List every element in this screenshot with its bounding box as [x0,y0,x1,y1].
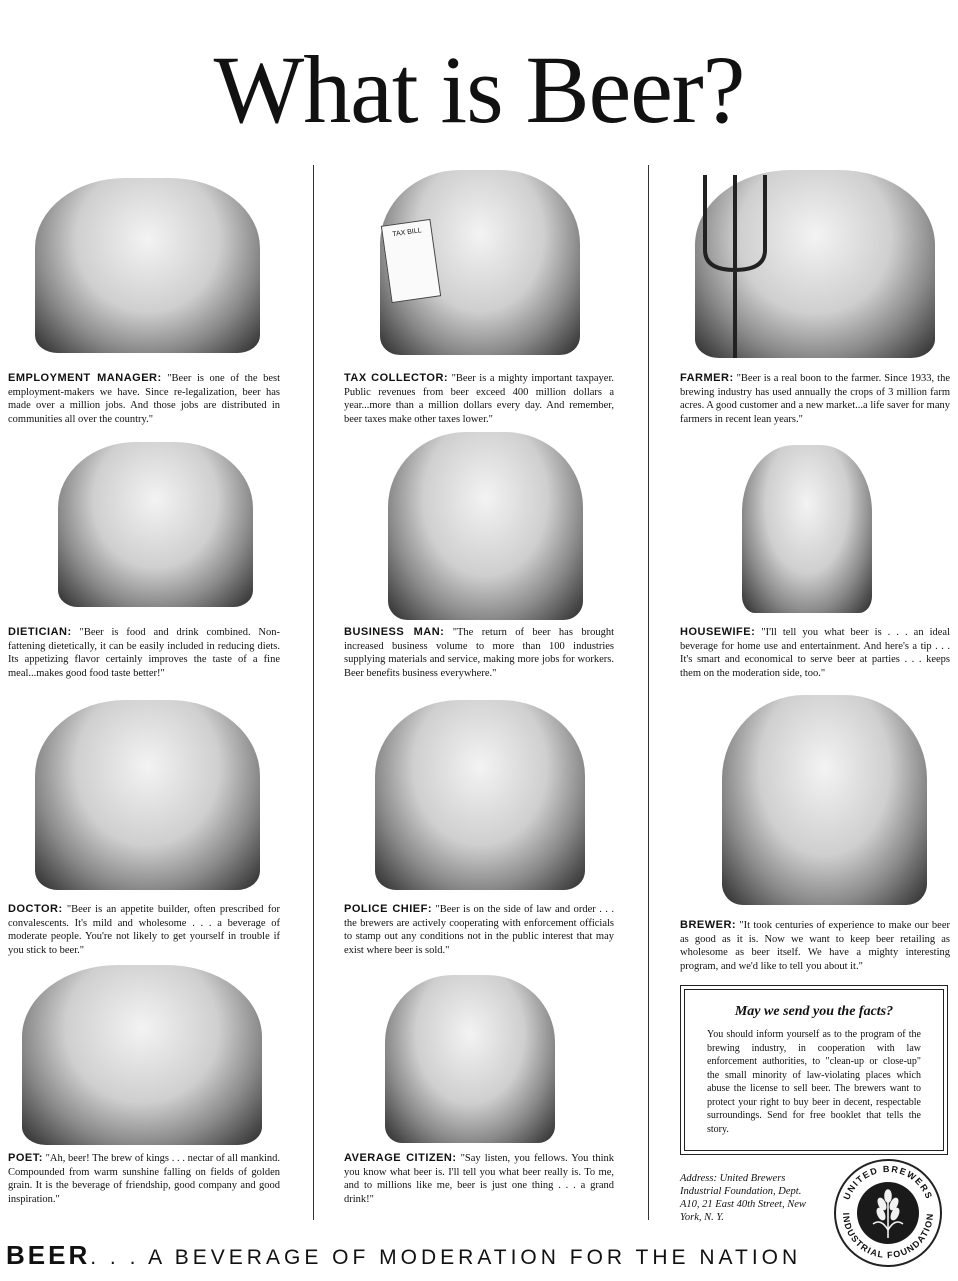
caption-label: DOCTOR: [8,903,63,915]
caption-text: "Beer is on the side of law and order . . . the brewers are actively cooperating with enforcement officials to stamp out any conditions not in the public interest that may exist where beer is sold." [344,904,615,956]
caption-text: "Beer is a real boon to the farmer. Since 1933, the brewing industry has used annually the crops of 3 million farm acres. A good customer and a new market...a life saver for many farmers in recent lean years." [680,373,950,425]
caption-label: HOUSEWIFE: [680,626,756,638]
united-brewers-seal-icon [833,1158,943,1268]
svg-text:INDUSTRIAL FOUNDATION: INDUSTRIAL FOUNDATION [840,1212,936,1261]
column-divider-right [648,165,649,1220]
column-divider-left [313,165,314,1220]
average-citizen-caption [344,1152,614,1206]
facts-box [680,985,948,1155]
housewife-portrait [742,445,872,613]
caption-label: BUSINESS MAN: [344,626,445,638]
tax-collector-caption [344,372,614,426]
mailing-address: Address: United Brewers Industrial Foundation, Dept. A10, 21 East 40th Street, New York, N. Y. [680,1173,806,1223]
business-man-caption [344,626,614,680]
brewer-caption [680,919,950,973]
caption-text: "I'll tell you what beer is . . . an ideal beverage for home use and entertainment. And here's a tip . . . It's smart and economical to serve beer at parties . . . keeps them on the moderation side, too." [680,627,951,679]
svg-text:UNITED BREWERS: UNITED BREWERS [841,1163,935,1202]
facts-body: You should inform yourself as to the program of the brewing industry, in cooperation with law enforcement authorities, to "clean-up or close-up" the small minority of law-violating places which abuse the license to sell beer. The brewers want to protect your right to buy beer in decent, respectable surroundings. Send for free booklet that tells the story. [707,1029,921,1135]
tax-bill-prop: TAX BILL [381,219,441,303]
caption-label: POET: [8,1152,43,1164]
tagline [6,1240,826,1271]
farmer-caption [680,372,950,426]
police-chief-caption [344,903,614,957]
caption-label: DIETICIAN: [8,626,72,638]
caption-label: FARMER: [680,372,734,384]
caption-text: "Beer is a mighty important taxpayer. Public revenues from beer exceed 400 million dollars a year...more than a million dollars every day. And remember, beer taxes make other taxes lower." [344,373,614,425]
farmer-portrait [695,170,935,358]
police-chief-portrait [375,700,585,890]
doctor-caption [8,903,280,957]
average-citizen-portrait [385,975,555,1143]
facts-title: May we send you the facts? [734,1004,894,1019]
caption-text: "Beer is food and drink combined. Non-fattening dietetically, it can be easily included in reducing diets. Its appetizing flavor certainly improves the taste of a fine meal...makes good food taste better!" [8,627,281,679]
caption-label: POLICE CHIEF: [344,903,433,915]
dietician-portrait [58,442,253,607]
facts-box-inner-border [684,989,944,1151]
headline: What is Beer? [213,36,745,143]
caption-text: "The return of beer has brought increased business volume to more than 100 industries supplying materials and service, making more jobs for workers. Beer benefits business everywhere." [344,627,614,679]
caption-label: EMPLOYMENT MANAGER: [8,372,162,384]
caption-text: "Say listen, you fellows. You think you know what beer is. I'll tell you what beer really is. To me, and to millions like me, beer is just one thing . . . a grand drink!" [344,1153,615,1205]
caption-text: "Beer is one of the best employment-makers we have. Since re-legalization, beer has made over a million jobs. And those jobs are distributed in communities all over the country." [8,373,280,425]
caption-label: BREWER: [680,919,737,931]
poet-portrait [22,965,262,1145]
caption-text: "Ah, beer! The brew of kings . . . nectar of all mankind. Compounded from warm sunshine falling on fields of golden grain. It is the beverage of friendship, good company and good inspiration." [8,1153,280,1205]
tagline-rest: . . . A BEVERAGE OF MODERATION FOR THE NATION [90,1246,802,1269]
pitchfork-icon [695,170,935,358]
housewife-caption [680,626,950,680]
caption-text: "It took centuries of experience to make our beer as good as it is. Now we want to keep beer retailing as wholesome as beer itself. We have a mighty interesting program, and we'd like to tell you about it." [680,920,950,972]
business-man-portrait [388,432,583,620]
dietician-caption [8,626,280,680]
brewer-portrait [722,695,927,905]
caption-label: AVERAGE CITIZEN: [344,1152,457,1164]
tagline-lead: BEER [6,1240,91,1270]
doctor-portrait [35,700,260,890]
caption-label: TAX COLLECTOR: [344,372,449,384]
employment-manager-caption [8,372,280,426]
employment-manager-portrait [35,178,260,353]
caption-text: "Beer is an appetite builder, often prescribed for convalescents. It's mild and wholesome . . . a beverage of moderate people. You're not likely to get yourself in trouble if you stick to beer." [8,904,280,956]
poet-caption [8,1152,280,1206]
tax-collector-portrait [380,170,580,355]
